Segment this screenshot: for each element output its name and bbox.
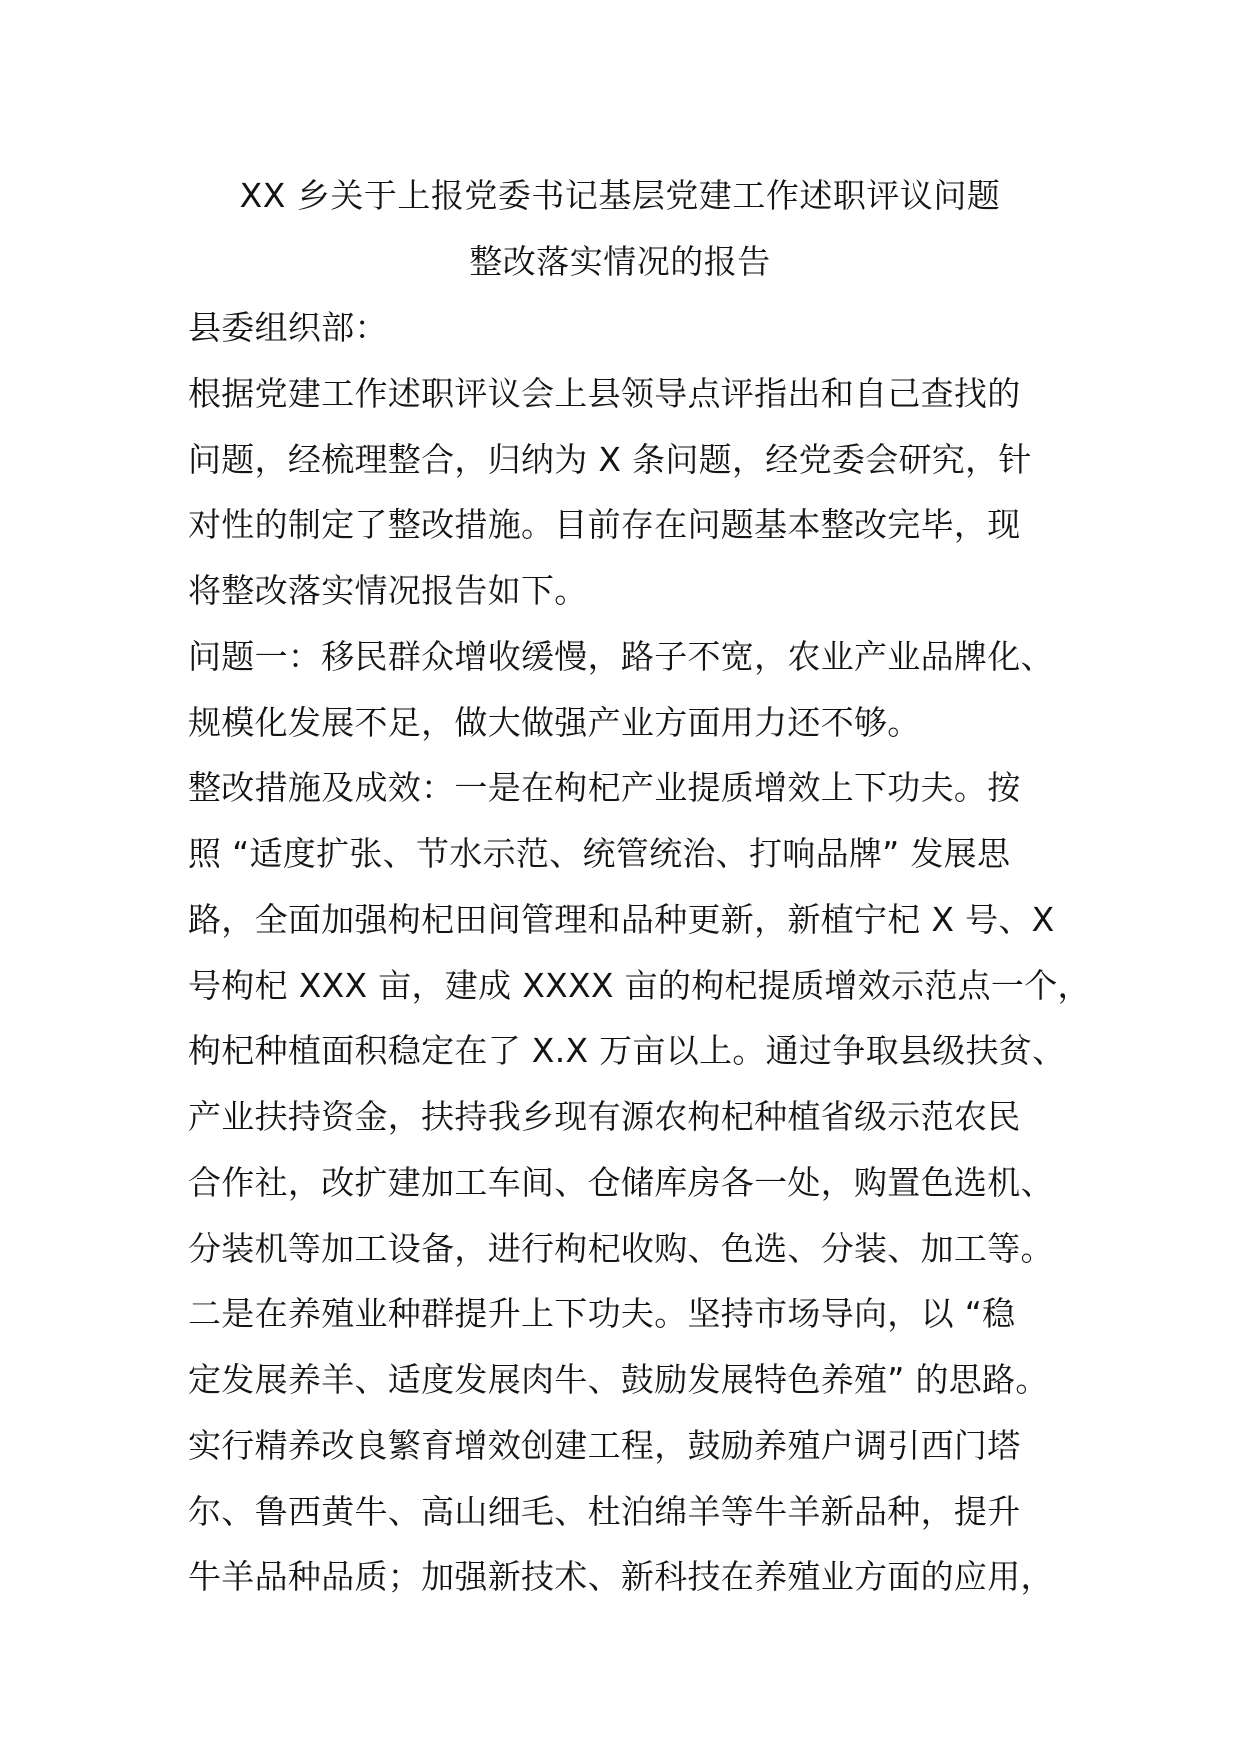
body-line: 规模化发展不足，做大做强产业方面用力还不够。 — [188, 703, 921, 742]
body-line: 分装机等加工设备，进行枸杞收购、色选、分装、加工等。 — [188, 1229, 1054, 1268]
body-line: 牛羊品种品质；加强新技术、新科技在养殖业方面的应用， — [188, 1557, 1054, 1596]
salutation: 县委组织部： — [188, 308, 388, 347]
body-line: 整改措施及成效：一是在枸杞产业提质增效上下功夫。按 — [188, 768, 1021, 807]
body-line: 尔、鲁西黄牛、高山细毛、杜泊绵羊等牛羊新品种，提升 — [188, 1492, 1021, 1531]
body-line: 将整改落实情况报告如下。 — [188, 571, 588, 610]
body-line: 实行精养改良繁育增效创建工程，鼓励养殖户调引西门塔 — [188, 1426, 1021, 1465]
body-line: 号枸杞 XXX 亩，建成 XXXX 亩的枸杞提质增效示范点一个， — [188, 966, 1091, 1005]
body-line: 二是在养殖业种群提升上下功夫。坚持市场导向，以 “稳 — [188, 1294, 1016, 1333]
body-line: 根据党建工作述职评议会上县领导点评指出和自己查找的 — [188, 374, 1021, 413]
body-line: 问题，经梳理整合，归纳为 X 条问题，经党委会研究，针 — [188, 440, 1032, 479]
body-line: 产业扶持资金，扶持我乡现有源农枸杞种植省级示范农民 — [188, 1097, 1021, 1136]
document-title-line-1: XX 乡关于上报党委书记基层党建工作述职评议问题 — [239, 176, 1001, 215]
document-title-line-2: 整改落实情况的报告 — [469, 242, 771, 281]
body-line: 合作社，改扩建加工车间、仓储库房各一处，购置色选机、 — [188, 1163, 1054, 1202]
body-line: 定发展养羊、适度发展肉牛、鼓励发展特色养殖” 的思路。 — [188, 1360, 1049, 1399]
body-line: 枸杞种植面积稳定在了 X.X 万亩以上。通过争取县级扶贫、 — [188, 1031, 1066, 1070]
body-line: 问题一：移民群众增收缓慢，路子不宽，农业产业品牌化、 — [188, 637, 1054, 676]
body-line: 照 “适度扩张、节水示范、统管统治、打响品牌” 发展思 — [188, 834, 1011, 873]
body-line: 路，全面加强枸杞田间管理和品种更新，新植宁杞 X 号、X — [188, 900, 1055, 939]
body-line: 对性的制定了整改措施。目前存在问题基本整改完毕，现 — [188, 505, 1021, 544]
